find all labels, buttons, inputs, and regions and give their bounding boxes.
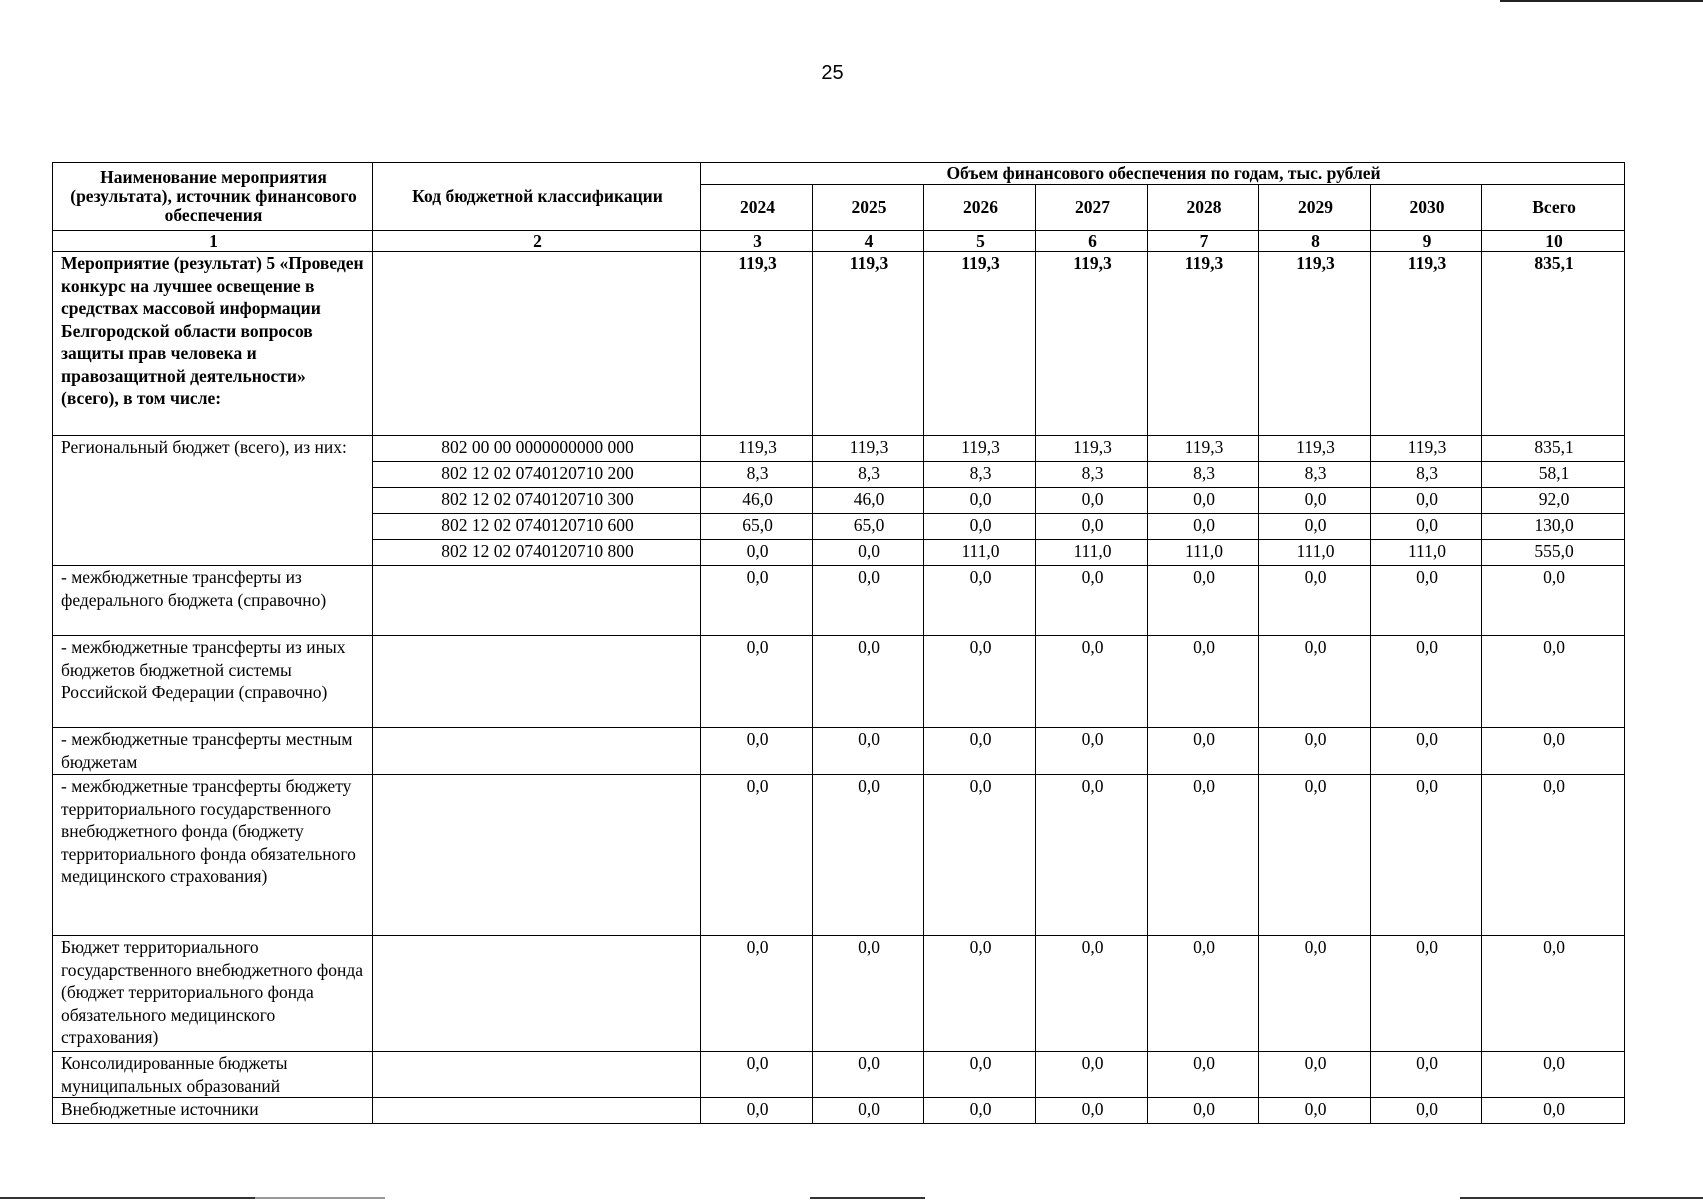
row-code: 802 12 02 0740120710 800 xyxy=(373,540,701,566)
value-cell: 0,0 xyxy=(1259,514,1371,540)
value-cell: 0,0 xyxy=(813,728,924,775)
row-code xyxy=(373,1052,701,1098)
value-cell: 0,0 xyxy=(1482,936,1625,1052)
value-cell: 0,0 xyxy=(1259,636,1371,728)
value-cell: 555,0 xyxy=(1482,540,1625,566)
value-cell: 0,0 xyxy=(1371,728,1482,775)
value-cell: 0,0 xyxy=(1148,514,1259,540)
value-cell: 0,0 xyxy=(1371,775,1482,936)
row-name: - межбюджетные трансферты из иных бюджетов бюджетной системы Российской Федерации (справочно) xyxy=(53,636,373,728)
value-cell: 0,0 xyxy=(1036,1098,1148,1124)
row-code: 802 12 02 0740120710 200 xyxy=(373,462,701,488)
value-cell: 0,0 xyxy=(924,775,1036,936)
header-year-2027: 2027 xyxy=(1036,185,1148,231)
header-total: Всего xyxy=(1482,185,1625,231)
value-cell: 0,0 xyxy=(813,1098,924,1124)
value-cell: 0,0 xyxy=(1148,936,1259,1052)
value-cell: 0,0 xyxy=(1371,488,1482,514)
value-cell: 0,0 xyxy=(813,540,924,566)
value-cell: 119,3 xyxy=(1371,252,1482,436)
row-name: Региональный бюджет (всего), из них: xyxy=(53,436,373,566)
header-year-2029: 2029 xyxy=(1259,185,1371,231)
value-cell: 0,0 xyxy=(1036,936,1148,1052)
table-row xyxy=(53,728,1625,775)
value-cell: 0,0 xyxy=(701,1052,813,1098)
value-cell: 0,0 xyxy=(701,566,813,636)
value-cell: 8,3 xyxy=(1148,462,1259,488)
value-cell: 835,1 xyxy=(1482,436,1625,462)
value-cell: 0,0 xyxy=(924,1052,1036,1098)
value-cell: 0,0 xyxy=(701,936,813,1052)
column-number: 3 xyxy=(701,231,813,252)
value-cell: 0,0 xyxy=(813,1052,924,1098)
row-code: 802 12 02 0740120710 600 xyxy=(373,514,701,540)
value-cell: 0,0 xyxy=(1148,1098,1259,1124)
value-cell: 0,0 xyxy=(1482,1098,1625,1124)
value-cell: 119,3 xyxy=(924,436,1036,462)
row-name: - межбюджетные трансферты из федерального бюджета (справочно) xyxy=(53,566,373,636)
value-cell: 0,0 xyxy=(1259,1098,1371,1124)
value-cell: 0,0 xyxy=(1148,636,1259,728)
column-number: 4 xyxy=(813,231,924,252)
row-code xyxy=(373,1098,701,1124)
column-number: 7 xyxy=(1148,231,1259,252)
value-cell: 0,0 xyxy=(813,775,924,936)
table-row xyxy=(53,775,1625,936)
header-volume: Объем финансового обеспечения по годам, тыс. рублей xyxy=(701,163,1625,185)
value-cell: 0,0 xyxy=(1259,488,1371,514)
value-cell: 111,0 xyxy=(1036,540,1148,566)
value-cell: 0,0 xyxy=(1371,636,1482,728)
value-cell: 119,3 xyxy=(1259,252,1371,436)
value-cell: 119,3 xyxy=(924,252,1036,436)
header-code: Код бюджетной классификации xyxy=(373,163,701,231)
financing-table xyxy=(52,162,1625,1124)
row-code: 802 12 02 0740120710 300 xyxy=(373,488,701,514)
value-cell: 0,0 xyxy=(1148,728,1259,775)
header-year-2030: 2030 xyxy=(1371,185,1482,231)
value-cell: 119,3 xyxy=(1036,252,1148,436)
value-cell: 130,0 xyxy=(1482,514,1625,540)
value-cell: 8,3 xyxy=(1036,462,1148,488)
value-cell: 0,0 xyxy=(1259,566,1371,636)
table-row xyxy=(53,252,1625,436)
value-cell: 0,0 xyxy=(701,728,813,775)
value-cell: 0,0 xyxy=(1148,1052,1259,1098)
value-cell: 46,0 xyxy=(701,488,813,514)
value-cell: 119,3 xyxy=(1036,436,1148,462)
value-cell: 8,3 xyxy=(1371,462,1482,488)
value-cell: 0,0 xyxy=(924,936,1036,1052)
value-cell: 8,3 xyxy=(1259,462,1371,488)
scan-edge-top xyxy=(1500,0,1703,2)
value-cell: 0,0 xyxy=(924,566,1036,636)
value-cell: 0,0 xyxy=(1148,566,1259,636)
value-cell: 0,0 xyxy=(924,514,1036,540)
value-cell: 8,3 xyxy=(924,462,1036,488)
value-cell: 0,0 xyxy=(1036,514,1148,540)
value-cell: 835,1 xyxy=(1482,252,1625,436)
value-cell: 0,0 xyxy=(1036,636,1148,728)
value-cell: 0,0 xyxy=(1036,1052,1148,1098)
column-number: 1 xyxy=(53,231,373,252)
value-cell: 0,0 xyxy=(924,636,1036,728)
value-cell: 0,0 xyxy=(1371,1052,1482,1098)
value-cell: 119,3 xyxy=(701,436,813,462)
value-cell: 0,0 xyxy=(1036,566,1148,636)
header-year-2028: 2028 xyxy=(1148,185,1259,231)
row-code xyxy=(373,636,701,728)
value-cell: 65,0 xyxy=(701,514,813,540)
value-cell: 0,0 xyxy=(701,775,813,936)
value-cell: 0,0 xyxy=(1371,1098,1482,1124)
column-number: 5 xyxy=(924,231,1036,252)
value-cell: 111,0 xyxy=(924,540,1036,566)
table-row xyxy=(53,1052,1625,1098)
page-number: 25 xyxy=(821,62,844,84)
column-number: 10 xyxy=(1482,231,1625,252)
row-name: - межбюджетные трансферты бюджету территориального государственного внебюджетного фонда (бюджету территориального фонда обязательного медицинского страхования) xyxy=(53,775,373,936)
value-cell: 119,3 xyxy=(1371,436,1482,462)
row-name: Внебюджетные источники xyxy=(53,1098,373,1124)
row-name: Бюджет территориального государственного внебюджетного фонда (бюджет территориального фонда обязательного медицинского страхования) xyxy=(53,936,373,1052)
value-cell: 0,0 xyxy=(701,1098,813,1124)
value-cell: 8,3 xyxy=(701,462,813,488)
table-row xyxy=(53,936,1625,1052)
value-cell: 0,0 xyxy=(1148,775,1259,936)
value-cell: 0,0 xyxy=(1371,514,1482,540)
value-cell: 46,0 xyxy=(813,488,924,514)
value-cell: 0,0 xyxy=(1259,728,1371,775)
value-cell: 111,0 xyxy=(1371,540,1482,566)
table-row xyxy=(53,636,1625,728)
column-number: 8 xyxy=(1259,231,1371,252)
value-cell: 0,0 xyxy=(1148,488,1259,514)
value-cell: 119,3 xyxy=(701,252,813,436)
value-cell: 0,0 xyxy=(813,636,924,728)
value-cell: 0,0 xyxy=(1036,488,1148,514)
row-code: 802 00 00 0000000000 000 xyxy=(373,436,701,462)
value-cell: 0,0 xyxy=(1482,775,1625,936)
column-number: 2 xyxy=(373,231,701,252)
header-year-2026: 2026 xyxy=(924,185,1036,231)
row-name: Мероприятие (результат) 5 «Проведен конкурс на лучшее освещение в средствах массовой информации Белгородской области вопросов защиты прав человека и правозащитной деятельности» (всего), в том числе: xyxy=(53,252,373,436)
value-cell: 111,0 xyxy=(1148,540,1259,566)
value-cell: 119,3 xyxy=(813,252,924,436)
value-cell: 8,3 xyxy=(813,462,924,488)
value-cell: 0,0 xyxy=(1371,936,1482,1052)
table-row xyxy=(53,566,1625,636)
value-cell: 65,0 xyxy=(813,514,924,540)
value-cell: 0,0 xyxy=(701,636,813,728)
value-cell: 0,0 xyxy=(701,540,813,566)
value-cell: 0,0 xyxy=(1482,1052,1625,1098)
value-cell: 0,0 xyxy=(1482,728,1625,775)
value-cell: 92,0 xyxy=(1482,488,1625,514)
table-row xyxy=(53,1098,1625,1124)
row-name: - межбюджетные трансферты местным бюджетам xyxy=(53,728,373,775)
header-year-2024: 2024 xyxy=(701,185,813,231)
value-cell: 119,3 xyxy=(1148,252,1259,436)
row-code xyxy=(373,252,701,436)
value-cell: 0,0 xyxy=(1482,636,1625,728)
value-cell: 0,0 xyxy=(1259,1052,1371,1098)
value-cell: 119,3 xyxy=(813,436,924,462)
column-number: 6 xyxy=(1036,231,1148,252)
row-code xyxy=(373,728,701,775)
value-cell: 0,0 xyxy=(1371,566,1482,636)
value-cell: 0,0 xyxy=(924,1098,1036,1124)
row-name: Консолидированные бюджеты муниципальных образований xyxy=(53,1052,373,1098)
value-cell: 58,1 xyxy=(1482,462,1625,488)
value-cell: 0,0 xyxy=(1259,936,1371,1052)
value-cell: 111,0 xyxy=(1259,540,1371,566)
table-row xyxy=(53,436,1625,462)
value-cell: 119,3 xyxy=(1259,436,1371,462)
row-code xyxy=(373,775,701,936)
header-name: Наименование мероприятия (результата), источник финансового обеспечения xyxy=(53,163,373,231)
header-year-2025: 2025 xyxy=(813,185,924,231)
value-cell: 0,0 xyxy=(1482,566,1625,636)
row-code xyxy=(373,566,701,636)
value-cell: 0,0 xyxy=(924,488,1036,514)
row-code xyxy=(373,936,701,1052)
value-cell: 0,0 xyxy=(1036,728,1148,775)
value-cell: 0,0 xyxy=(1036,775,1148,936)
value-cell: 119,3 xyxy=(1148,436,1259,462)
value-cell: 0,0 xyxy=(924,728,1036,775)
value-cell: 0,0 xyxy=(813,936,924,1052)
value-cell: 0,0 xyxy=(1259,775,1371,936)
value-cell: 0,0 xyxy=(813,566,924,636)
column-number: 9 xyxy=(1371,231,1482,252)
